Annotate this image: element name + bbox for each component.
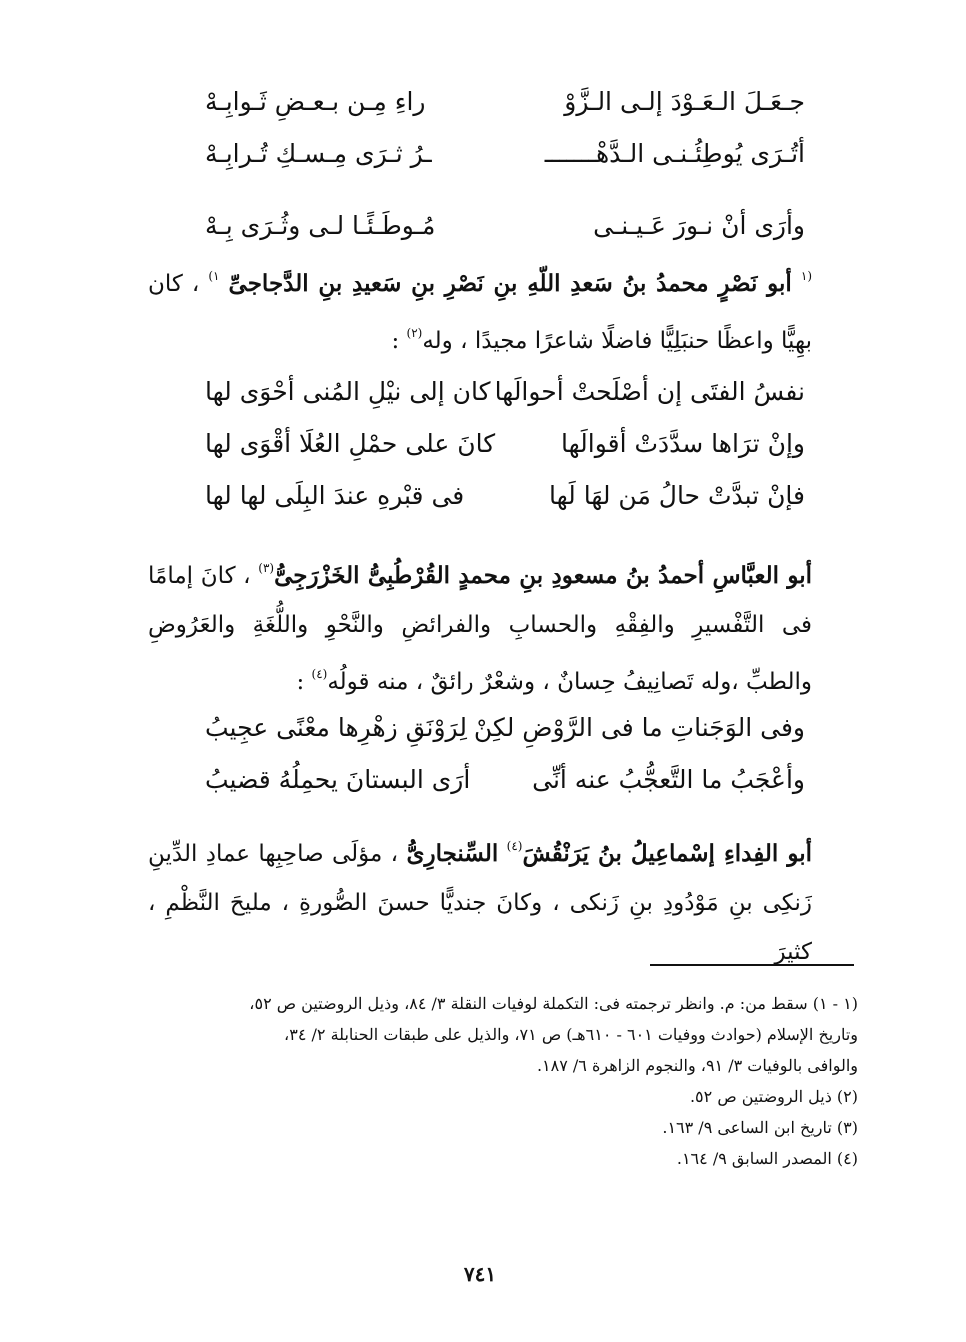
footnote-line: (٤) المصدر السابق ٩/ ١٦٤. [676, 1149, 858, 1168]
verse-hemistich-second: مُـوطَـئًـا لـى وثُـرَى بِـهْ [205, 211, 436, 240]
verse-hemistich-first: وفى الوَجَناتِ ما فى الرَّوْضِ لكِنْ [473, 713, 805, 742]
page-number: ٧٤١ [463, 1262, 497, 1286]
entry-text: ، كان بهِيًّا واعظًا حنبَلِيًّا فاضلًا شاعرًا مجيدًا ، وله [148, 271, 812, 354]
verse-hemistich-first: وإنْ ترَاها سدَّدَتْ أقوالَها [561, 429, 805, 458]
verse-hemistich-second: أرَى البستانَ يحمِلُهُ قضيبُ [205, 765, 471, 794]
verse-hemistich-second: لِرَوْنَقِ زهْرِها معْنًى عجِيبُ [205, 713, 467, 742]
entry-nisba: السِّنجارِىُّ [406, 840, 499, 867]
verse-line [205, 760, 805, 800]
verse-hemistich-first: وأعْجَبُ ما التَّعجُّبُ عنه أنِّى [532, 765, 805, 794]
footnote-marker: (٤) [506, 839, 523, 853]
entry-text: : [391, 328, 400, 354]
verse-hemistich-second: كانَ على حمْلِ العُلَا أقْوَى لها [205, 429, 496, 458]
verse-line [205, 372, 805, 412]
verse-hemistich-second: راءِ مِـن بـعـضِ ثَـوابِـهْ [205, 87, 426, 116]
verse-line [205, 206, 805, 246]
footnote-marker: (٣) [258, 561, 275, 575]
verse-line [205, 134, 805, 174]
entry-name: أبو العبَّاسِ أحمدُ بنُ مسعودِ بنِ محمدٍ القُرْطُبِىُّ الخَزْرَجِىُّ [274, 562, 813, 589]
entry-text: ، كانَ إمامًا فى التَّفْسيرِ والفِقْهِ والحسابِ والفرائضِ والنَّحْوِ واللُّغَةِ والعَرُوضِ والطبِّ ،وله تَصانِيفُ حِسانٌ ، وشعْرٌ رائقٌ ، منه قولُه [148, 563, 812, 695]
verse-line [205, 476, 805, 516]
verse-hemistich-second: كان إلى نيْلِ المُنى أحْوَى لها [205, 377, 491, 406]
verse-hemistich-first: أتُـرَى يُوطِئُـنـى الـدَّهْـــــــ [544, 139, 805, 168]
biography-entry [148, 252, 812, 366]
verse-hemistich-second: ـرُ ثـرَى مِـسـكِ تُـرابِـهْ [205, 139, 432, 168]
entry-text: : [296, 669, 305, 695]
footnote-line: (٣) تاريخ ابن الساعى ٩/ ١٦٣. [662, 1118, 858, 1137]
footnote-divider [650, 964, 854, 966]
footnote-line: (١ - ١) سقط من: م. وانظر ترجمته فى: التكملة لوفيات النقلة ٣/ ٨٤، وذيل الروضتين ص ٥٢، [249, 994, 858, 1013]
footnote-line: وتاريخ الإسلام (حوادث ووفيات ٦٠١ - ٦١٠هـ) ص ٧١، والذيل على طبقات الحنابلة ٢/ ٣٤، [284, 1025, 858, 1044]
footnote-marker: (٢) [406, 326, 423, 340]
verse-line [205, 82, 805, 122]
verse-hemistich-first: فإنْ تبدَّتْ حالُ مَن لهَا لَها [549, 481, 805, 510]
footnote-marker: (٤) [311, 667, 328, 681]
verse-line [205, 708, 805, 748]
biography-entry [148, 544, 812, 707]
verse-line [205, 424, 805, 464]
footnote-line: (٢) ذيل الروضتين ص ٥٢. [689, 1087, 858, 1106]
verse-hemistich-first: جـعَـلَ الـعَـوْدَ إلـى الـزَّوْ [564, 87, 805, 116]
entry-text: ، مؤلَى صاحِبِها عمادِ الدِّينِ زَنكِى بنِ مَوْدُودِ بنِ زَنكى ، وكانَ جنديًّا حسنَ الصُّورةِ ، مليحَ النَّظْمِ ، كثيرَ [148, 841, 812, 965]
verse-hemistich-first: نفسُ الفتَى إن أصْلَحتْ أحوالَها [494, 377, 805, 406]
entry-name: أبو الفِداءِ إسْماعِيلُ بنُ يَرَنْقُشَ [522, 840, 812, 867]
verse-hemistich-first: وأرَى أنْ نـورَ عَـيـنـى [593, 211, 805, 240]
footnote-line: والوافى بالوفيات ٣/ ٩١، والنجوم الزاهرة ٦/ ١٨٧. [536, 1056, 858, 1075]
footnote-marker: ١) [208, 269, 220, 283]
verse-hemistich-second: فى قبْرهِ عندَ البِلَى لها لها [205, 481, 465, 510]
biography-entry [148, 822, 812, 977]
footnotes [148, 988, 858, 1174]
entry-name: أبو نَصْرٍ محمدُ بنُ سَعدِ اللّهِ بنِ نَصْرِ بنِ سَعيدِ بنِ الدَّجاجىِّ [228, 270, 792, 297]
footnote-marker: (١ [800, 269, 812, 283]
